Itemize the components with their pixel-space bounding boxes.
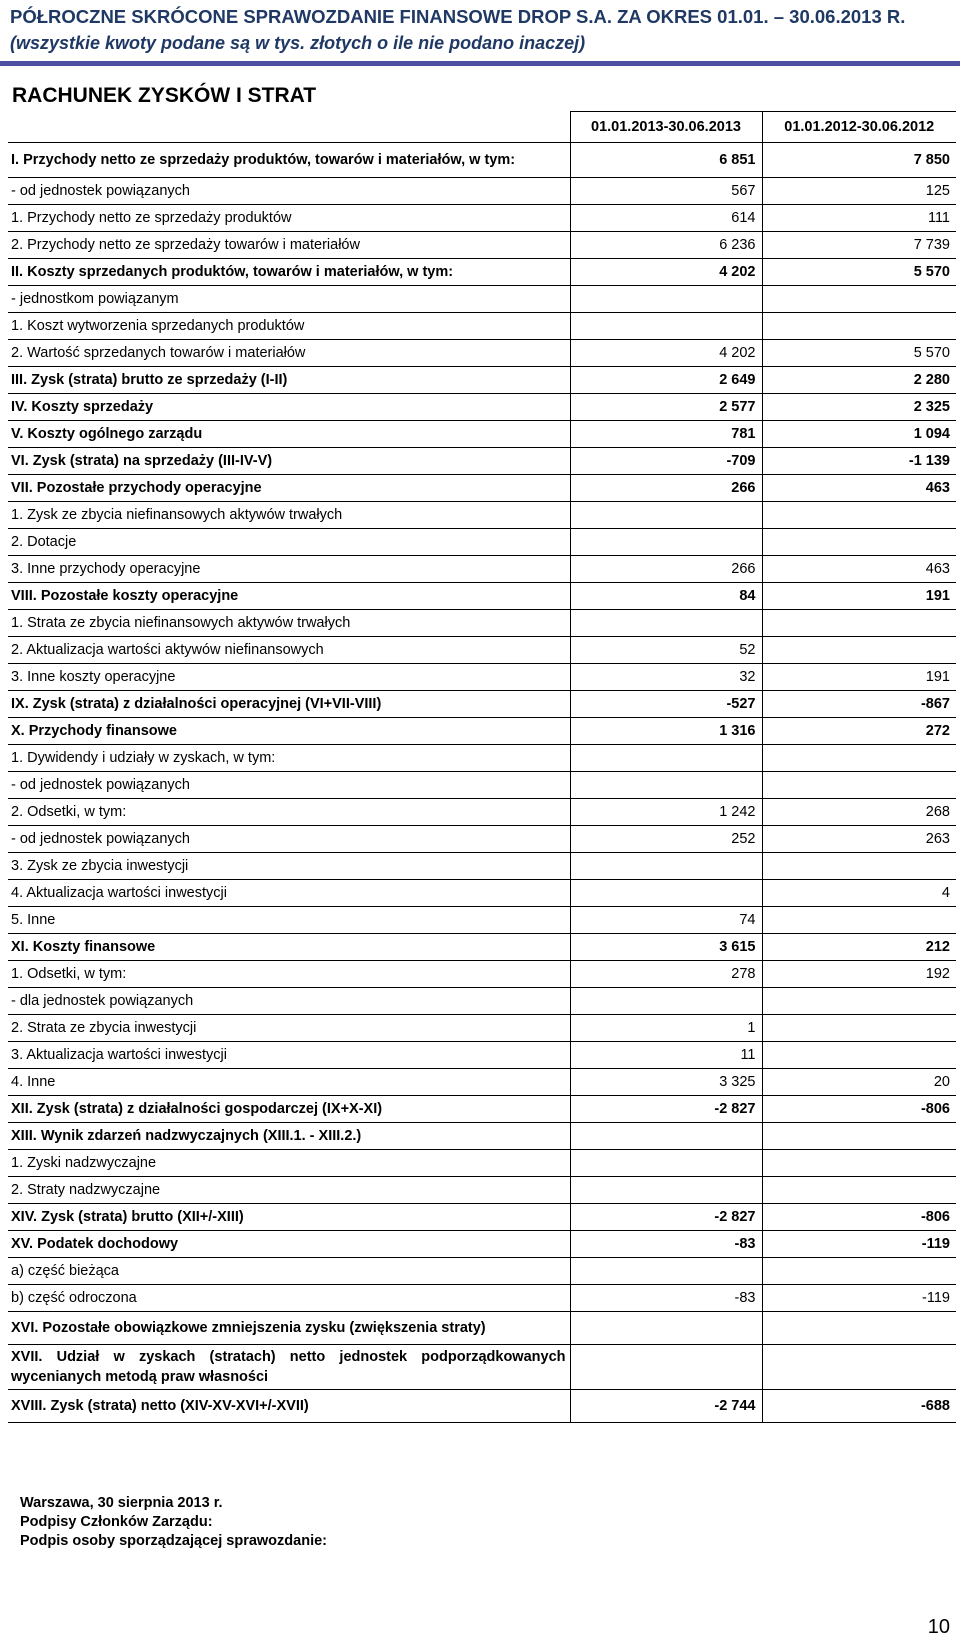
value-2012: 463	[762, 475, 956, 502]
table-row	[8, 907, 956, 934]
row-label: 1. Zysk ze zbycia niefinansowych aktywów trwałych	[8, 502, 570, 529]
value-2013: 1 242	[570, 799, 762, 826]
table-row	[8, 259, 956, 286]
value-2012	[762, 1258, 956, 1285]
value-2012	[762, 1345, 956, 1390]
value-2012: -1 139	[762, 448, 956, 475]
value-2013	[570, 853, 762, 880]
value-2012	[762, 1042, 956, 1069]
row-label: XVIII. Zysk (strata) netto (XIV-XV-XVI+/-XVII)	[8, 1390, 570, 1423]
value-2013	[570, 286, 762, 313]
value-2013	[570, 988, 762, 1015]
header-divider	[0, 61, 960, 66]
row-label: IX. Zysk (strata) z działalności operacyjnej (VI+VII-VIII)	[8, 691, 570, 718]
row-label: - jednostkom powiązanym	[8, 286, 570, 313]
row-label: VIII. Pozostałe koszty operacyjne	[8, 583, 570, 610]
table-row	[8, 664, 956, 691]
row-label: 1. Zyski nadzwyczajne	[8, 1150, 570, 1177]
value-2012	[762, 529, 956, 556]
place-date: Warszawa, 30 sierpnia 2013 r.	[20, 1495, 223, 1511]
value-2012	[762, 1150, 956, 1177]
value-2012: 5 570	[762, 340, 956, 367]
table-row	[8, 880, 956, 907]
value-2013	[570, 745, 762, 772]
row-label: - od jednostek powiązanych	[8, 772, 570, 799]
value-2012	[762, 988, 956, 1015]
value-2012: 20	[762, 1069, 956, 1096]
row-label: III. Zysk (strata) brutto ze sprzedaży (I-II)	[8, 367, 570, 394]
value-2013	[570, 1177, 762, 1204]
table-row	[8, 1285, 956, 1312]
row-label: VII. Pozostałe przychody operacyjne	[8, 475, 570, 502]
value-2013: 84	[570, 583, 762, 610]
value-2012	[762, 1015, 956, 1042]
table-row	[8, 556, 956, 583]
value-2012: 4	[762, 880, 956, 907]
table-row	[8, 961, 956, 988]
row-label: 2. Wartość sprzedanych towarów i materiałów	[8, 340, 570, 367]
value-2013: 4 202	[570, 259, 762, 286]
value-2013: 1 316	[570, 718, 762, 745]
table-row	[8, 637, 956, 664]
table-row	[8, 934, 956, 961]
row-label: 3. Zysk ze zbycia inwestycji	[8, 853, 570, 880]
row-label: XIII. Wynik zdarzeń nadzwyczajnych (XIII.1. - XIII.2.)	[8, 1123, 570, 1150]
row-label: XI. Koszty finansowe	[8, 934, 570, 961]
value-2013: 2 649	[570, 367, 762, 394]
table-row	[8, 1150, 956, 1177]
table-row	[8, 502, 956, 529]
row-label: - dla jednostek powiązanych	[8, 988, 570, 1015]
row-label: 3. Aktualizacja wartości inwestycji	[8, 1042, 570, 1069]
value-2012: -119	[762, 1285, 956, 1312]
value-2012: 263	[762, 826, 956, 853]
document-header	[10, 4, 950, 56]
row-label: 1. Dywidendy i udziały w zyskach, w tym:	[8, 745, 570, 772]
row-label: 2. Odsetki, w tym:	[8, 799, 570, 826]
signature-block	[20, 1494, 327, 1551]
row-label: XVI. Pozostałe obowiązkowe zmniejszenia zysku (zwiększenia straty)	[8, 1312, 570, 1345]
header-label-cell	[8, 112, 570, 143]
row-label: X. Przychody finansowe	[8, 718, 570, 745]
table-row	[8, 1231, 956, 1258]
table-row	[8, 1258, 956, 1285]
row-label: 4. Inne	[8, 1069, 570, 1096]
table-header-row	[8, 112, 956, 143]
value-2013: 278	[570, 961, 762, 988]
row-label: 1. Odsetki, w tym:	[8, 961, 570, 988]
table-row	[8, 1015, 956, 1042]
value-2013: 3 325	[570, 1069, 762, 1096]
row-label: 2. Przychody netto ze sprzedaży towarów i materiałów	[8, 232, 570, 259]
value-2012	[762, 1312, 956, 1345]
column-header-2013: 01.01.2013-30.06.2013	[570, 112, 762, 143]
row-label: - od jednostek powiązanych	[8, 826, 570, 853]
value-2013	[570, 1345, 762, 1390]
table-row	[8, 1312, 956, 1345]
table-row	[8, 394, 956, 421]
value-2012	[762, 907, 956, 934]
value-2012: 272	[762, 718, 956, 745]
value-2013: 266	[570, 475, 762, 502]
report-subtitle: (wszystkie kwoty podane są w tys. złotych o ile nie podano inaczej)	[10, 33, 586, 53]
value-2012: 191	[762, 583, 956, 610]
value-2013: -83	[570, 1285, 762, 1312]
value-2013	[570, 502, 762, 529]
report-title: PÓŁROCZNE SKRÓCONE SPRAWOZDANIE FINANSOWE DROP S.A. ZA OKRES 01.01. – 30.06.2013 R.	[10, 6, 906, 27]
value-2013: 781	[570, 421, 762, 448]
value-2013	[570, 313, 762, 340]
income-statement-table	[8, 111, 956, 1423]
section-title: RACHUNEK ZYSKÓW I STRAT	[12, 84, 317, 107]
value-2012: 2 325	[762, 394, 956, 421]
table-row	[8, 1177, 956, 1204]
value-2013: -83	[570, 1231, 762, 1258]
row-label: XIV. Zysk (strata) brutto (XII+/-XIII)	[8, 1204, 570, 1231]
value-2012	[762, 313, 956, 340]
table-row	[8, 1390, 956, 1423]
value-2012: 1 094	[762, 421, 956, 448]
value-2013	[570, 772, 762, 799]
table-row	[8, 475, 956, 502]
table-row	[8, 988, 956, 1015]
row-label: b) część odroczona	[8, 1285, 570, 1312]
row-label: 3. Inne przychody operacyjne	[8, 556, 570, 583]
table-row	[8, 143, 956, 178]
value-2012: 2 280	[762, 367, 956, 394]
value-2013: 6 851	[570, 143, 762, 178]
row-label: a) część bieżąca	[8, 1258, 570, 1285]
value-2012	[762, 637, 956, 664]
table-row	[8, 340, 956, 367]
value-2012: 192	[762, 961, 956, 988]
column-header-2012: 01.01.2012-30.06.2012	[762, 112, 956, 143]
value-2013: -2 744	[570, 1390, 762, 1423]
table-row	[8, 421, 956, 448]
value-2013: 2 577	[570, 394, 762, 421]
value-2013: -2 827	[570, 1204, 762, 1231]
value-2013: 614	[570, 205, 762, 232]
row-label: 2. Strata ze zbycia inwestycji	[8, 1015, 570, 1042]
table-row	[8, 772, 956, 799]
value-2013	[570, 529, 762, 556]
row-label: 2. Aktualizacja wartości aktywów niefinansowych	[8, 637, 570, 664]
row-label: 3. Inne koszty operacyjne	[8, 664, 570, 691]
value-2013: 6 236	[570, 232, 762, 259]
table-row	[8, 313, 956, 340]
table-row	[8, 691, 956, 718]
value-2012	[762, 853, 956, 880]
row-label: 1. Przychody netto ze sprzedaży produktów	[8, 205, 570, 232]
value-2012: 5 570	[762, 259, 956, 286]
table-row	[8, 286, 956, 313]
value-2013: 252	[570, 826, 762, 853]
table-row	[8, 610, 956, 637]
table-row	[8, 745, 956, 772]
row-label: 1. Koszt wytworzenia sprzedanych produktów	[8, 313, 570, 340]
value-2012: 268	[762, 799, 956, 826]
table-row	[8, 529, 956, 556]
table-row	[8, 853, 956, 880]
value-2013	[570, 1312, 762, 1345]
table-row	[8, 205, 956, 232]
value-2012	[762, 745, 956, 772]
row-label: V. Koszty ogólnego zarządu	[8, 421, 570, 448]
value-2012	[762, 502, 956, 529]
table-row	[8, 448, 956, 475]
value-2012: -867	[762, 691, 956, 718]
value-2012: 212	[762, 934, 956, 961]
value-2012: -119	[762, 1231, 956, 1258]
value-2012: 7 850	[762, 143, 956, 178]
row-label: XV. Podatek dochodowy	[8, 1231, 570, 1258]
table-row	[8, 799, 956, 826]
value-2013: 567	[570, 178, 762, 205]
value-2012: -806	[762, 1204, 956, 1231]
table-row	[8, 718, 956, 745]
row-label: XII. Zysk (strata) z działalności gospodarczej (IX+X-XI)	[8, 1096, 570, 1123]
table-row	[8, 583, 956, 610]
row-label: VI. Zysk (strata) na sprzedaży (III-IV-V)	[8, 448, 570, 475]
value-2013: 74	[570, 907, 762, 934]
row-label: 1. Strata ze zbycia niefinansowych aktywów trwałych	[8, 610, 570, 637]
value-2012	[762, 1177, 956, 1204]
value-2013: 32	[570, 664, 762, 691]
value-2013	[570, 880, 762, 907]
table-row	[8, 1096, 956, 1123]
table-row	[8, 1123, 956, 1150]
value-2012	[762, 1123, 956, 1150]
table-row	[8, 367, 956, 394]
table-row	[8, 1069, 956, 1096]
row-label: I. Przychody netto ze sprzedaży produktów, towarów i materiałów, w tym:	[8, 143, 570, 178]
value-2013: 266	[570, 556, 762, 583]
value-2013: 4 202	[570, 340, 762, 367]
value-2012: -806	[762, 1096, 956, 1123]
value-2013	[570, 610, 762, 637]
table-row	[8, 1345, 956, 1390]
value-2012: 111	[762, 205, 956, 232]
row-label: 2. Dotacje	[8, 529, 570, 556]
board-signatures-label: Podpisy Członków Zarządu:	[20, 1514, 213, 1530]
value-2013	[570, 1258, 762, 1285]
table-row	[8, 178, 956, 205]
value-2013	[570, 1150, 762, 1177]
row-label: 5. Inne	[8, 907, 570, 934]
value-2013: 11	[570, 1042, 762, 1069]
table-row	[8, 232, 956, 259]
value-2013: -2 827	[570, 1096, 762, 1123]
row-label: 4. Aktualizacja wartości inwestycji	[8, 880, 570, 907]
page-number: 10	[927, 1616, 950, 1638]
row-label: XVII. Udział w zyskach (stratach) netto jednostek podporządkowanych wycenianych metodą praw własności	[8, 1345, 570, 1390]
value-2013: 3 615	[570, 934, 762, 961]
table-row	[8, 1042, 956, 1069]
value-2013: -709	[570, 448, 762, 475]
value-2012	[762, 286, 956, 313]
value-2012: 125	[762, 178, 956, 205]
value-2012: 7 739	[762, 232, 956, 259]
value-2012: 191	[762, 664, 956, 691]
value-2012	[762, 610, 956, 637]
row-label: 2. Straty nadzwyczajne	[8, 1177, 570, 1204]
table-row	[8, 826, 956, 853]
value-2013: -527	[570, 691, 762, 718]
preparer-signature-label: Podpis osoby sporządzającej sprawozdanie:	[20, 1533, 327, 1549]
row-label: - od jednostek powiązanych	[8, 178, 570, 205]
value-2012: 463	[762, 556, 956, 583]
value-2013	[570, 1123, 762, 1150]
value-2013: 52	[570, 637, 762, 664]
value-2012: -688	[762, 1390, 956, 1423]
row-label: II. Koszty sprzedanych produktów, towarów i materiałów, w tym:	[8, 259, 570, 286]
value-2013: 1	[570, 1015, 762, 1042]
value-2012	[762, 772, 956, 799]
row-label: IV. Koszty sprzedaży	[8, 394, 570, 421]
table-row	[8, 1204, 956, 1231]
